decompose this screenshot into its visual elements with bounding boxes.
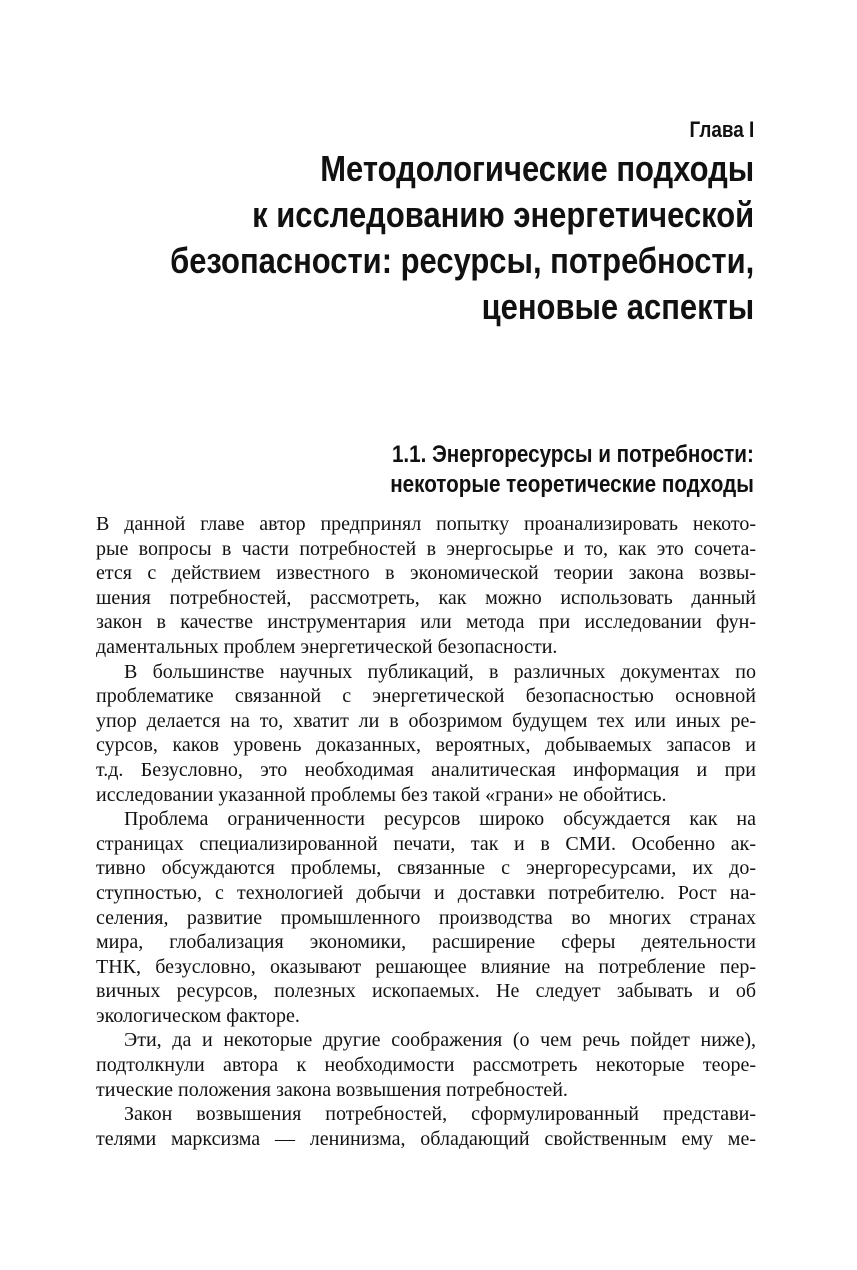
text-line: тивно обсуждаются проблемы, связанные с энергоресурсами, их до- (96, 857, 756, 880)
text-line: упор делается на то, хватит ли в обозримом будущем тех или иных ре- (96, 709, 756, 732)
text-line: даментальных проблем энергетической безопасности. (96, 635, 558, 658)
text-line: В данной главе автор предпринял попытку проанализировать некото- (96, 513, 756, 535)
text-line: Закон возвышения потребностей, сформулированный представи- (124, 1103, 756, 1126)
body-text (96, 512, 756, 1151)
chapter-title-line: к исследованию энергетической (251, 194, 754, 235)
text-line: страницах специализированной печати, так и в СМИ. Особенно ак- (96, 832, 756, 855)
text-line: вичных ресурсов, полезных ископаемых. Не следует забывать и об (96, 980, 756, 1003)
chapter-title-line: ценовые аспекты (481, 286, 754, 327)
text-line: т.д. Безусловно, это необходимая аналитическая информация и при (96, 758, 756, 781)
text-line: селения, развитие промышленного производства во многих странах (96, 906, 756, 929)
text-line: проблематике связанной с энергетической безопасностью основной (96, 685, 756, 708)
text-line: мира, глобализация экономики, расширение сферы деятельности (96, 931, 756, 954)
text-line: телями марксизма — ленинизма, обладающий свойственным ему ме- (96, 1127, 756, 1150)
text-line: сурсов, каков уровень доказанных, вероятных, добываемых запасов и (96, 734, 756, 757)
text-line: Проблема ограниченности ресурсов широко обсуждается как на (124, 808, 756, 831)
chapter-label: Глава I (689, 117, 754, 142)
text-line: ется с действием известного в экономической теории закона возвы- (96, 562, 756, 585)
chapter-title (170, 146, 754, 330)
chapter-title-line: безопасности: ресурсы, потребности, (169, 240, 754, 281)
text-line: Эти, да и некоторые другие соображения (о чем речь пойдет ниже), (124, 1029, 756, 1052)
text-line: закон в качестве инструментария или метода при исследовании фун- (96, 611, 756, 634)
section-title-line: некоторые теоретические подходы (390, 471, 754, 498)
text-line: ТНК, безусловно, оказывают решающее влияние на потребление пер- (96, 955, 756, 978)
text-line: исследовании указанной проблемы без такой «грани» не обойтись. (96, 783, 667, 806)
text-line: шения потребностей, рассмотреть, как можно использовать данный (96, 586, 756, 609)
section-title (390, 440, 754, 500)
text-line: В большинстве научных публикаций, в различных документах по (124, 660, 756, 683)
text-line: рые вопросы в части потребностей в энергосырье и то, как это сочета- (96, 537, 756, 560)
section-title-line: 1.1. Энергоресурсы и потребности: (392, 441, 754, 468)
text-line: подтолкнули автора к необходимости рассмотреть некоторые теоре- (96, 1054, 756, 1077)
chapter-title-line: Методологические подходы (319, 148, 754, 189)
text-line: тические положения закона возвышения потребностей. (96, 1078, 568, 1101)
text-line: экологическом факторе. (96, 1004, 300, 1027)
text-line: ступностью, с технологией добычи и доставки потребителю. Рост на- (96, 881, 756, 904)
